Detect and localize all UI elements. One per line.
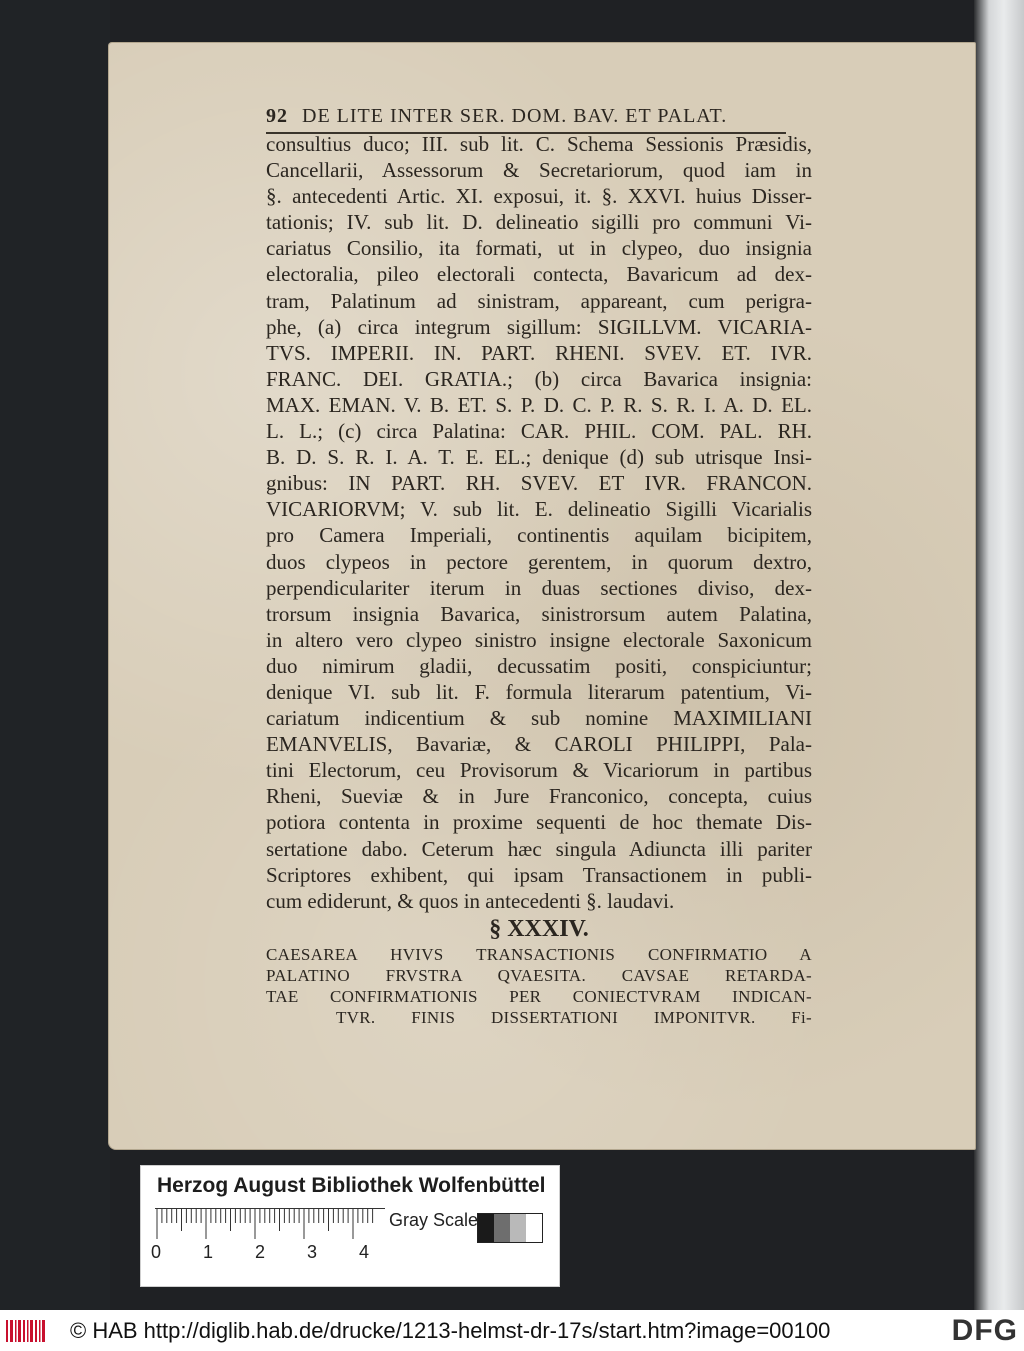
- summary-line: CAESAREA HVIVS TRANSACTIONIS CONFIRMATIO A: [266, 944, 812, 964]
- body-paragraph: [266, 131, 812, 914]
- gray-swatch: [494, 1214, 510, 1242]
- scan-reference-card: [140, 1165, 560, 1287]
- text-line: perpendiculariter iterum in duas sectiones diviso, dex-: [266, 575, 812, 600]
- text-line: tini Electorum, ceu Provisorum & Vicariorum in partibus: [266, 758, 812, 783]
- source-url-link[interactable]: © HAB http://diglib.hab.de/drucke/1213-helmst-dr-17s/start.htm?image=00100: [70, 1318, 831, 1343]
- text-line: sertatione dabo. Ceterum hæc singula Adiuncta illi pariter: [266, 836, 812, 861]
- text-line: L. L.; (c) circa Palatina: CAR. PHIL. COM. PAL. RH.: [266, 419, 812, 444]
- gray-swatch: [510, 1214, 526, 1242]
- text-line: §. antecedenti Artic. XI. exposui, it. §. XXVI. huius Disser-: [266, 184, 812, 209]
- text-line: cariatus Consilio, ita formati, ut in clypeo, duo insignia: [266, 236, 812, 261]
- scale-number: 0: [151, 1242, 162, 1262]
- text-line: phe, (a) circa integrum sigillum: SIGILLVM. VICARIA-: [266, 314, 812, 339]
- text-line: denique VI. sub lit. F. formula literarum patentium, Vi-: [266, 679, 812, 704]
- text-line: MAX. EMAN. V. B. ET. S. P. D. C. P. R. S. R. I. A. D. EL.: [266, 392, 812, 417]
- gray-swatch: [526, 1214, 542, 1242]
- summary-line: PALATINO FRVSTRA QVAESITA. CAVSAE RETARDA-: [266, 965, 812, 985]
- text-line: potiora contenta in proxime sequenti de hoc themate Dis-: [266, 810, 812, 835]
- text-line: trorsum insignia Bavarica, sinistrorsum autem Palatina,: [266, 601, 812, 626]
- scale-ruler: [155, 1208, 385, 1243]
- running-title: DE LITE INTER SER. DOM. BAV. ET PALAT.: [302, 105, 728, 127]
- text-line: VICARIORVM; V. sub lit. E. delineatio Sigilli Vicarialis: [266, 497, 812, 522]
- scan-backdrop-right: [974, 0, 1024, 1310]
- text-line: Cancellarii, Assessorum & Secretariorum, quod iam in: [266, 158, 812, 183]
- scale-number: 4: [359, 1242, 370, 1262]
- text-line: gnibus: IN PART. RH. SVEV. ET IVR. FRANCON.: [266, 471, 812, 496]
- text-line: consultius duco; III. sub lit. C. Schema Sessionis Præsidis,: [266, 132, 812, 156]
- page-body: [266, 131, 812, 1028]
- text-line: duo nimirum gladii, decussatim positi, conspiciuntur;: [266, 653, 812, 678]
- scale-number: 2: [255, 1242, 266, 1262]
- scale-number: 1: [203, 1242, 214, 1262]
- section-heading: § XXXIV.: [489, 915, 589, 942]
- ruler-ticks: [155, 1209, 385, 1243]
- summary-line: TAE CONFIRMATIONIS PER CONIECTVRAM INDICAN-: [266, 986, 812, 1006]
- text-line: cum ediderunt, & quos in antecedenti §. laudavi.: [266, 888, 675, 913]
- text-line: electoralia, pileo electorali contecta, Bavaricum ad dex-: [266, 262, 812, 287]
- text-line: EMANVELIS, Bavariæ, & CAROLI PHILIPPI, Pala-: [266, 732, 812, 757]
- gray-scale-label: Gray Scale: [389, 1210, 479, 1230]
- text-line: TVS. IMPERII. IN. PART. RHENI. SVEV. ET. IVR.: [266, 340, 812, 365]
- text-line: duos clypeos in pectore gerentem, in quorum dextro,: [266, 549, 812, 574]
- viewer-footer: [0, 1310, 1024, 1351]
- text-line: Rheni, Sueviæ & in Jure Franconico, concepta, cuius: [266, 784, 812, 809]
- section-summary: [266, 944, 812, 1028]
- gray-scale-swatches: [477, 1213, 543, 1243]
- library-name: Herzog August Bibliothek Wolfenbüttel: [157, 1174, 546, 1197]
- text-line: FRANC. DEI. GRATIA.; (b) circa Bavarica insignia:: [266, 366, 812, 391]
- page-header: [266, 98, 786, 128]
- barcode-icon: [6, 1318, 46, 1344]
- text-line: Scriptores exhibent, qui ipsam Transactionem in publi-: [266, 862, 812, 887]
- text-line: cariatum indicentium & sub nomine MAXIMILIANI: [266, 706, 812, 731]
- page-number: 92: [266, 105, 288, 127]
- ruler-labels: [151, 1242, 391, 1268]
- text-line: tram, Palatinum ad sinistram, appareant, cum perigra-: [266, 288, 812, 313]
- dfg-logo: DFG: [951, 1314, 1018, 1347]
- summary-line: TVR. FINIS DISSERTATIONI IMPONITVR. Fi-: [336, 1007, 812, 1027]
- scan-backdrop-left: [0, 0, 110, 1310]
- scale-number: 3: [307, 1242, 318, 1262]
- text-line: tationis; IV. sub lit. D. delineatio sigilli pro communi Vi-: [266, 210, 812, 235]
- gray-swatch: [478, 1214, 494, 1242]
- text-line: B. D. S. R. I. A. T. E. EL.; denique (d) sub utrisque Insi-: [266, 445, 812, 470]
- text-line: in altero vero clypeo sinistro insigne electorale Saxonicum: [266, 627, 812, 652]
- text-line: pro Camera Imperiali, continentis aquilam bicipitem,: [266, 523, 812, 548]
